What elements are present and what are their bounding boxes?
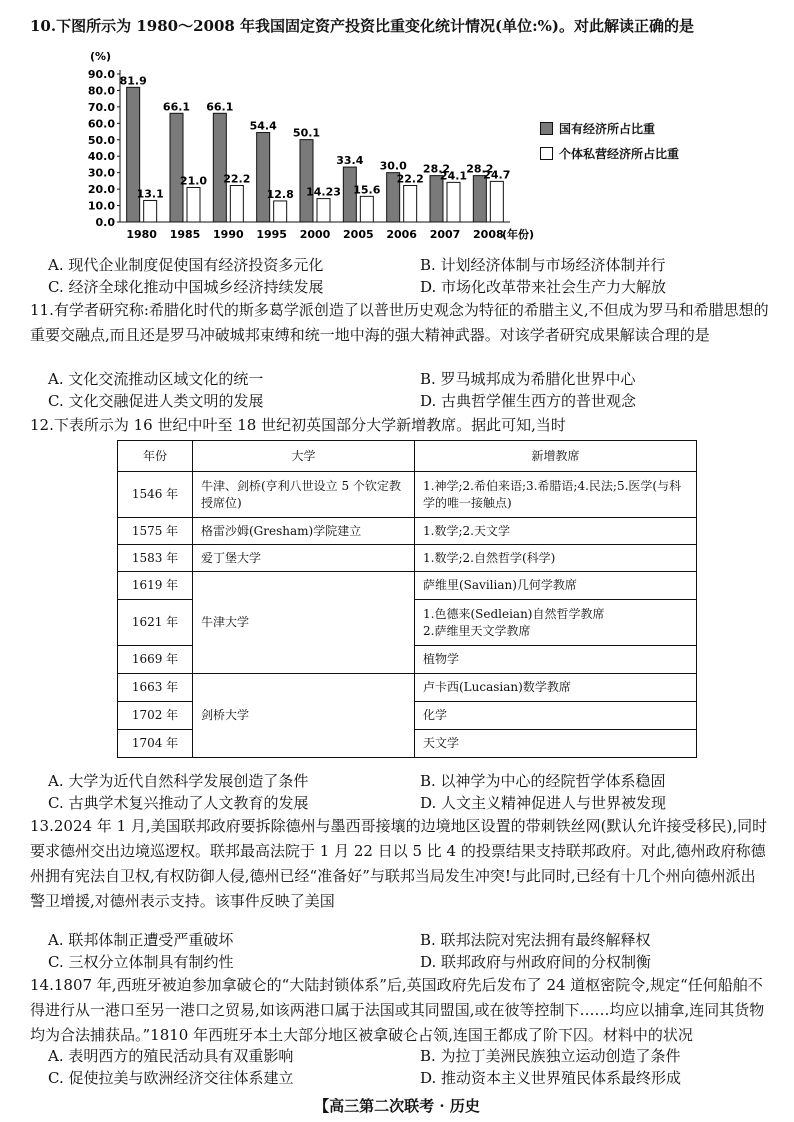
bar-private [490,181,503,222]
table-cell-university: 爱丁堡大学 [193,545,415,572]
q10-stem: 10.下图所示为 1980～2008 年我国固定资产投资比重变化统计情况(单位:%)。对此解读正确的是 [30,17,695,35]
table-row [118,518,697,545]
data-label-private: 14.23 [306,185,341,199]
data-label-state: 28.2 [466,162,494,176]
legend-swatch-state [540,122,553,135]
x-tick-label: 2000 [299,228,331,241]
bar-state [257,133,270,222]
q12-option-a[interactable]: A. 大学为近代自然科学发展创造了条件 [48,772,309,790]
table-header-row [118,441,697,472]
q10-option-a[interactable]: A. 现代企业制度促使国有经济投资多元化 [48,256,324,274]
x-axis-label: (年份) [502,228,535,241]
bar-state [300,140,313,222]
data-label-private: 13.1 [136,187,164,201]
q11-stem: 11.有学者研究称:希腊化时代的斯多葛学派创造了以普世历史观念为特征的希腊主义,不但成为罗马和希腊思想的重要交融点,而且还是罗马冲破城邦束缚和统一地中海的强大精神武器。对该学者研究成果解读合理的是 [30,301,769,344]
table-cell-chair: 1.神学;2.希伯来语;3.希腊语;4.民法;5.医学(与科学的唯一接触点) [415,472,697,518]
x-tick-label: 1985 [169,228,201,241]
legend-label-private: 个体私营经济所占比重 [559,147,680,161]
data-label-state: 33.4 [336,154,364,168]
data-label-state: 28.2 [422,162,451,176]
x-tick-label: 2007 [429,228,461,241]
table-cell-year: 1702 年 [118,702,193,730]
q14-option-b[interactable]: B. 为拉丁美洲民族独立运动创造了条件 [420,1047,681,1065]
q11-option-b[interactable]: B. 罗马城邦成为希腊化世界中心 [420,370,636,388]
q10-chart [78,40,718,250]
table-cell-chair: 1.数学;2.自然哲学(科学) [415,545,697,572]
table-cell-chair: 1.数学;2.天文学 [415,518,697,545]
table-cell-year: 1619 年 [118,572,193,600]
data-label-private: 21.0 [179,174,208,188]
y-axis-unit: (%) [90,50,112,63]
data-label-private: 24.1 [439,169,468,183]
q11-option-c[interactable]: C. 文化交融促进人类文明的发展 [48,392,264,410]
table-cell-year: 1583 年 [118,545,193,572]
data-label-state: 54.4 [249,119,277,133]
table-cell-university: 牛津大学 [193,572,415,674]
q13-option-d[interactable]: D. 联邦政府与州政府间的分权制衡 [420,953,652,971]
bar-private [404,185,417,222]
x-tick-label: 2006 [386,228,417,241]
table-cell-year: 1621 年 [118,600,193,646]
data-label-private: 22.2 [396,172,424,186]
table-cell-university: 牛津、剑桥(亨利八世设立 5 个钦定教授席位) [193,472,415,518]
table-header-year: 年份 [118,441,193,472]
q12-option-d[interactable]: D. 人文主义精神促进人与世界被发现 [420,794,667,812]
q13-option-a[interactable]: A. 联邦体制正遭受严重破坏 [48,931,234,949]
q13-option-c[interactable]: C. 三权分立体制具有制约性 [48,953,234,971]
q10-option-b[interactable]: B. 计划经济体制与市场经济体制并行 [420,256,666,274]
x-tick-label: 2005 [343,228,374,241]
q14-stem: 14.1807 年,西班牙被迫参加拿破仑的“大陆封锁体系”后,英国政府先后发布了 24 道枢密院令,规定“任何船舶不得进行从一港口至另一港口之贸易,如该两港口属于法国或其同盟国,或在彼等控制下……均应以捕拿,连同其货物均为合法捕获品。”1810 年西班牙本土大部分地区被拿破仑占领,连国王都成了阶下囚。材料中的状况 [30,976,765,1044]
table-cell-university: 格雷沙姆(Gresham)学院建立 [193,518,415,545]
q12-option-c[interactable]: C. 古典学术复兴推动了人文教育的发展 [48,794,309,812]
table-cell-year: 1663 年 [118,674,193,702]
bar-state [430,176,443,222]
x-tick-label: 1980 [126,228,157,241]
table-row [118,545,697,572]
legend-item-private [540,145,679,162]
q12-option-b[interactable]: B. 以神学为中心的经院哲学体系稳固 [420,772,666,790]
data-label-state: 30.0 [379,159,407,173]
legend-item-state [540,120,655,137]
bar-private [230,185,243,222]
table-header-chair: 新增教席 [415,441,697,472]
data-label-private: 12.8 [266,187,294,201]
table-row [118,572,697,600]
q10-option-c[interactable]: C. 经济全球化推动中国城乡经济持续发展 [48,278,324,296]
table-cell-chair: 萨维里(Savilian)几何学教席 [415,572,697,600]
bar-private [447,182,460,222]
y-tick-label: 20.0 [87,183,115,197]
table-cell-year: 1704 年 [118,730,193,758]
data-label-state: 50.1 [292,126,321,140]
bar-state [213,113,226,222]
page-footer: 【高三第二次联考 · 历史 [314,1097,480,1115]
q14-option-c[interactable]: C. 促使拉美与欧洲经济交往体系建立 [48,1069,294,1087]
table-header-university: 大学 [193,441,415,472]
table-cell-chair: 天文学 [415,730,697,758]
bar-private [360,196,373,222]
data-label-state: 81.9 [119,74,147,88]
q14-option-d[interactable]: D. 推动资本主义世界殖民体系最终形成 [420,1069,682,1087]
table-row [118,674,697,702]
table-cell-chair: 化学 [415,702,697,730]
data-label-state: 66.1 [162,100,191,114]
y-tick-label: 90.0 [87,68,115,81]
y-tick-label: 70.0 [87,100,115,114]
bar-private [144,200,157,222]
bar-private [187,187,200,222]
q13-option-b[interactable]: B. 联邦法院对宪法拥有最终解释权 [420,931,651,949]
x-tick-label: 1995 [256,228,287,241]
table-cell-year: 1575 年 [118,518,193,545]
q12-table [117,440,697,758]
bar-state [127,87,140,222]
x-tick-label: 1990 [213,228,244,241]
bar-state [170,113,183,222]
legend-swatch-private [540,147,553,160]
data-label-private: 15.6 [353,183,381,197]
table-cell-year: 1546 年 [118,472,193,518]
q13-stem: 13.2024 年 1 月,美国联邦政府要拆除德州与墨西哥接壤的边境地区设置的带刺铁丝网(默认允许接受移民),同时要求德州交出边境巡逻权。联邦最高法院于 1 月 22 日以 5 比 4 的投票结果支持联邦政府。对此,德州政府称德州拥有宪法自卫权,有权防御人侵,德州已经“准备好”与联邦当局发生冲突!与此同时,已经有十几个州向德州派出警卫增援,对德州表示支持。该事件反映了美国 [30,817,768,910]
bar-private [317,199,330,222]
table-row [118,472,697,518]
x-tick-label: 2008 [473,228,504,241]
q10-option-d[interactable]: D. 市场化改革带来社会生产力大解放 [420,278,667,296]
q11-option-d[interactable]: D. 古典哲学催生西方的普世观念 [420,392,637,410]
y-tick-label: 10.0 [87,199,115,213]
y-tick-label: 0.0 [95,216,115,229]
y-tick-label: 40.0 [87,150,115,164]
table-cell-chair: 卢卡西(Lucasian)数学教席 [415,674,697,702]
bar-private [274,201,287,222]
data-label-private: 24.7 [483,168,511,182]
y-tick-label: 50.0 [87,133,115,147]
table-cell-university: 剑桥大学 [193,674,415,758]
data-label-private: 22.2 [223,172,251,186]
q11-option-a[interactable]: A. 文化交流推动区域文化的统一 [48,370,264,388]
y-tick-label: 80.0 [87,84,115,98]
table-cell-year: 1669 年 [118,646,193,674]
y-tick-label: 60.0 [87,117,115,131]
table-cell-chair: 植物学 [415,646,697,674]
table-cell-chair: 1.色德来(Sedleian)自然哲学教席 2.萨维里天文学教席 [415,600,697,646]
q12-stem: 12.下表所示为 16 世纪中叶至 18 世纪初英国部分大学新增教席。据此可知,当时 [30,416,566,434]
legend-label-state: 国有经济所占比重 [559,122,656,136]
y-tick-label: 30.0 [87,166,115,180]
bar-state [473,176,486,222]
data-label-state: 66.1 [206,100,234,114]
q14-option-a[interactable]: A. 表明西方的殖民活动具有双重影响 [48,1047,294,1065]
